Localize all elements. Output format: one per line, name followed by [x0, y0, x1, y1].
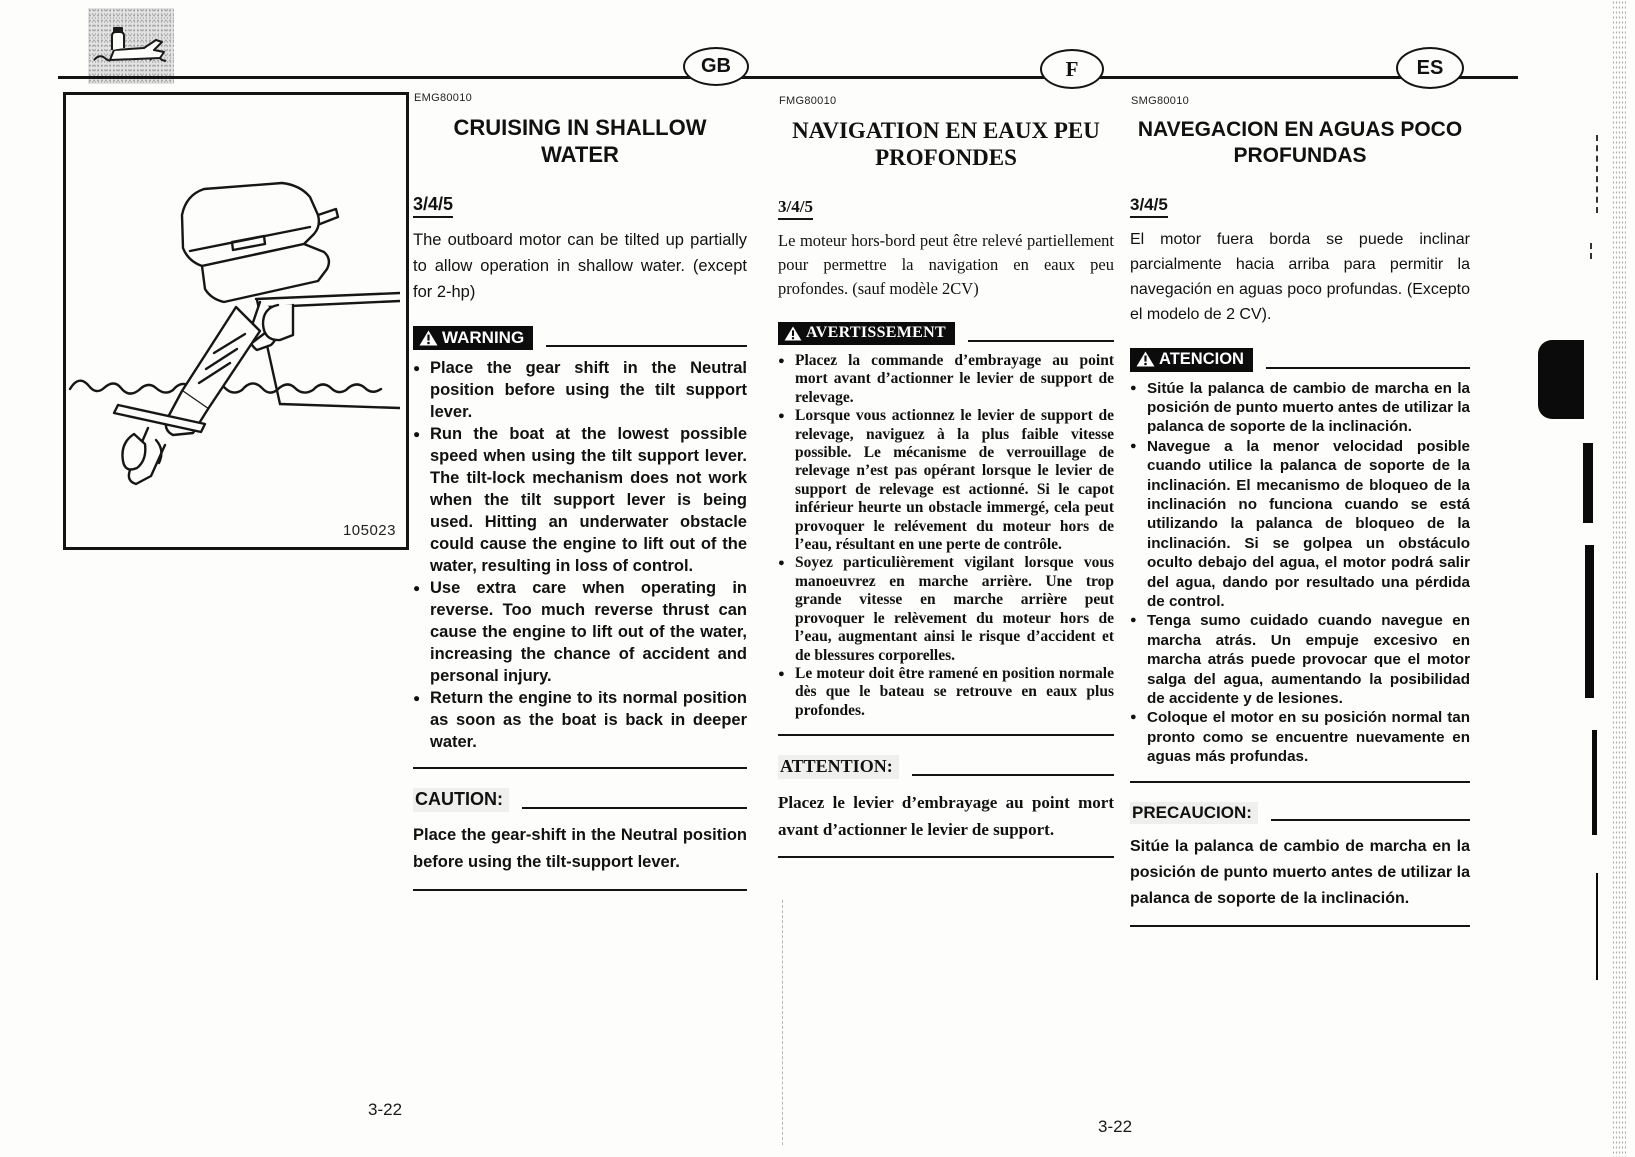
chapter-pictogram: [88, 8, 174, 84]
warning-item: ● Tenga sumo cuidado cuando navegue en marcha atrás. Un empuje excesivo en marcha atrás puede provocar que el motor salga del agua, aumentando la posibilidad de accidente y de lesiones.: [1130, 611, 1470, 708]
section-end-rule: [1130, 925, 1470, 927]
edge-bar-mark: [1592, 730, 1597, 835]
scan-mark: [1590, 243, 1592, 259]
column-spanish: [1130, 95, 1470, 927]
figure-caption: 105023: [342, 522, 396, 539]
warning-header-rule: [1266, 367, 1470, 369]
warning-item: ● Placez la commande d’embrayage au point mort avant d’actionner le levier de support de relevage.: [778, 352, 1114, 407]
warning-item: ● Navegue a la menor velocidad posible cuando utilice la palanca de soporte de la inclinación. El mecanismo de bloqueo de la inclinación no funciona cuando se está utilizando la palanca de bloqueo de la inclinación. Si se golpea un obstáculo oculto debajo del agua, el motor podrá salir del agua, dando por resultado una pérdida de control.: [1130, 437, 1470, 612]
edge-bar-mark: [1585, 545, 1594, 698]
language-badge-es: [1396, 47, 1464, 89]
caution-header: [778, 755, 1114, 779]
thumb-index-tab: [1538, 340, 1584, 419]
language-badge-gb: [683, 47, 749, 86]
language-badge-f: [1040, 49, 1104, 89]
section-end-rule: [778, 856, 1114, 858]
header-rule: [58, 76, 1518, 79]
warning-header-rule: [546, 345, 747, 347]
section-title: CRUISING IN SHALLOW WATER: [453, 115, 707, 167]
section-code: FMG80010: [779, 95, 837, 107]
warning-badge: [413, 326, 533, 350]
section-rule: [778, 734, 1114, 736]
illustration-frame: [63, 92, 409, 550]
warning-triangle-icon: [419, 330, 438, 346]
tilted-outboard-illustration: [66, 95, 400, 541]
language-badge-label: ES: [1416, 56, 1444, 79]
warning-item: ● Soyez particulièrement vigilant lorsque vous manoeuvrez en marche arrière. Une trop grande vitesse en marche arrière peut provoquer le relèvement du moteur hors de l’eau, augmentant ainsi le risque d’accident et de blessures corporelles.: [778, 554, 1114, 664]
warning-item: ● Place the gear shift in the Neutral position before using the tilt support lever.: [413, 357, 747, 423]
warning-header: [778, 322, 1114, 345]
caution-header: [1130, 802, 1470, 824]
language-badge-label: F: [1065, 56, 1079, 81]
caution-label: CAUTION:: [413, 788, 509, 812]
section-rule: [413, 767, 747, 769]
language-badge-label: GB: [701, 55, 731, 77]
scan-mark: [1596, 135, 1598, 213]
caution-text: Placez le levier d’embrayage au point mort avant d’actionner le levier de support.: [778, 792, 1114, 839]
model-heading: 3/4/5: [778, 197, 813, 220]
section-code: EMG80010: [414, 92, 473, 104]
warning-list: [1130, 379, 1470, 767]
section-title: NAVIGATION EN EAUX PEU PROFONDES: [792, 118, 1100, 170]
warning-header-rule: [968, 340, 1114, 342]
column-french: [778, 95, 1114, 858]
caution-text: Sitúe la palanca de cambio de marcha en la posición de punto muerto antes de utilizar la palanca de soporte de la inclinación.: [1130, 838, 1470, 908]
warning-triangle-icon: [1136, 351, 1155, 367]
page-fold-mark: [782, 900, 783, 1145]
warning-triangle-icon: [784, 326, 802, 341]
warning-item: ● Sitúe la palanca de cambio de marcha en la posición de punto muerto antes de utilizar la palanca de soporte de la inclinación.: [1130, 379, 1470, 437]
page-number-right: 3-22: [1098, 1117, 1133, 1136]
warning-list: [778, 352, 1114, 720]
warning-item: ● Lorsque vous actionnez le levier de support de relevage, naviguez à la plus faible vitesse possible. Le mécanisme de verrouillage de relevage n’est pas opérant lorsque le levier de support de relevage est actionné. Si le capot inférieur heurte un obstacle immergé, cela peut provoquer le relévement du moteur hors de l’eau, résultant en une perte de contrôle.: [778, 407, 1114, 554]
caution-header-rule: [1271, 819, 1470, 821]
warning-item: ● Run the boat at the lowest possible speed when using the tilt support lever. The tilt-lock mechanism does not work when the tilt support lever is being used. Hitting an underwater obstacle could cause the engine to lift out of the water, resulting in loss of control.: [413, 423, 747, 577]
intro-paragraph: The outboard motor can be tilted up partially to allow operation in shallow water. (except for 2-hp): [413, 231, 747, 301]
edge-bar-mark: [1596, 873, 1598, 980]
warning-header: [413, 326, 747, 350]
caution-header: [413, 788, 747, 812]
warning-badge: [778, 322, 955, 345]
warning-badge-label: WARNING: [442, 328, 525, 347]
warning-header: [1130, 348, 1470, 372]
caution-header-rule: [912, 774, 1114, 776]
intro-paragraph: Le moteur hors-bord peut être relevé partiellement pour permettre la navigation en eaux peu profondes. (sauf modèle 2CV): [778, 231, 1114, 298]
warning-item: ● Return the engine to its normal position as soon as the boat is back in deeper water.: [413, 687, 747, 753]
caution-header-rule: [522, 807, 747, 809]
column-english: [413, 92, 747, 891]
section-end-rule: [413, 889, 747, 891]
edge-bar-mark: [1583, 443, 1593, 523]
page-number-left: 3-22: [368, 1100, 403, 1119]
warning-item: ● Coloque el motor en su posición normal tan pronto como se encuentre nuevamente en aguas más profundas.: [1130, 708, 1470, 766]
model-heading: 3/4/5: [413, 194, 453, 218]
section-code: SMG80010: [1131, 95, 1190, 107]
caution-label: ATTENTION:: [778, 755, 899, 779]
model-heading: 3/4/5: [1130, 195, 1168, 218]
warning-badge: [1130, 348, 1253, 372]
section-title: NAVEGACION EN AGUAS POCO PROFUNDAS: [1137, 118, 1463, 167]
caution-label: PRECAUCION:: [1130, 802, 1258, 824]
intro-paragraph: El motor fuera borda se puede inclinar parcialmente hacia arriba para permitir la navegación en aguas poco profundas. (Excepto el modelo de 2 CV).: [1130, 231, 1470, 323]
boat-outboard-icon: [92, 22, 170, 70]
warning-item: ● Le moteur doit être ramené en position normale dès que le bateau se retrouve en eaux plus profondes.: [778, 665, 1114, 720]
warning-badge-label: ATENCION: [1159, 350, 1244, 368]
scan-edge-noise: [1612, 0, 1626, 1157]
section-rule: [1130, 781, 1470, 783]
warning-item: ● Use extra care when operating in reverse. Too much reverse thrust can cause the engine to lift out of the water, increasing the chance of accident and personal injury.: [413, 577, 747, 687]
warning-badge-label: AVERTISSEMENT: [806, 324, 946, 341]
caution-text: Place the gear-shift in the Neutral position before using the tilt-support lever.: [413, 825, 747, 871]
warning-list: [413, 357, 747, 753]
